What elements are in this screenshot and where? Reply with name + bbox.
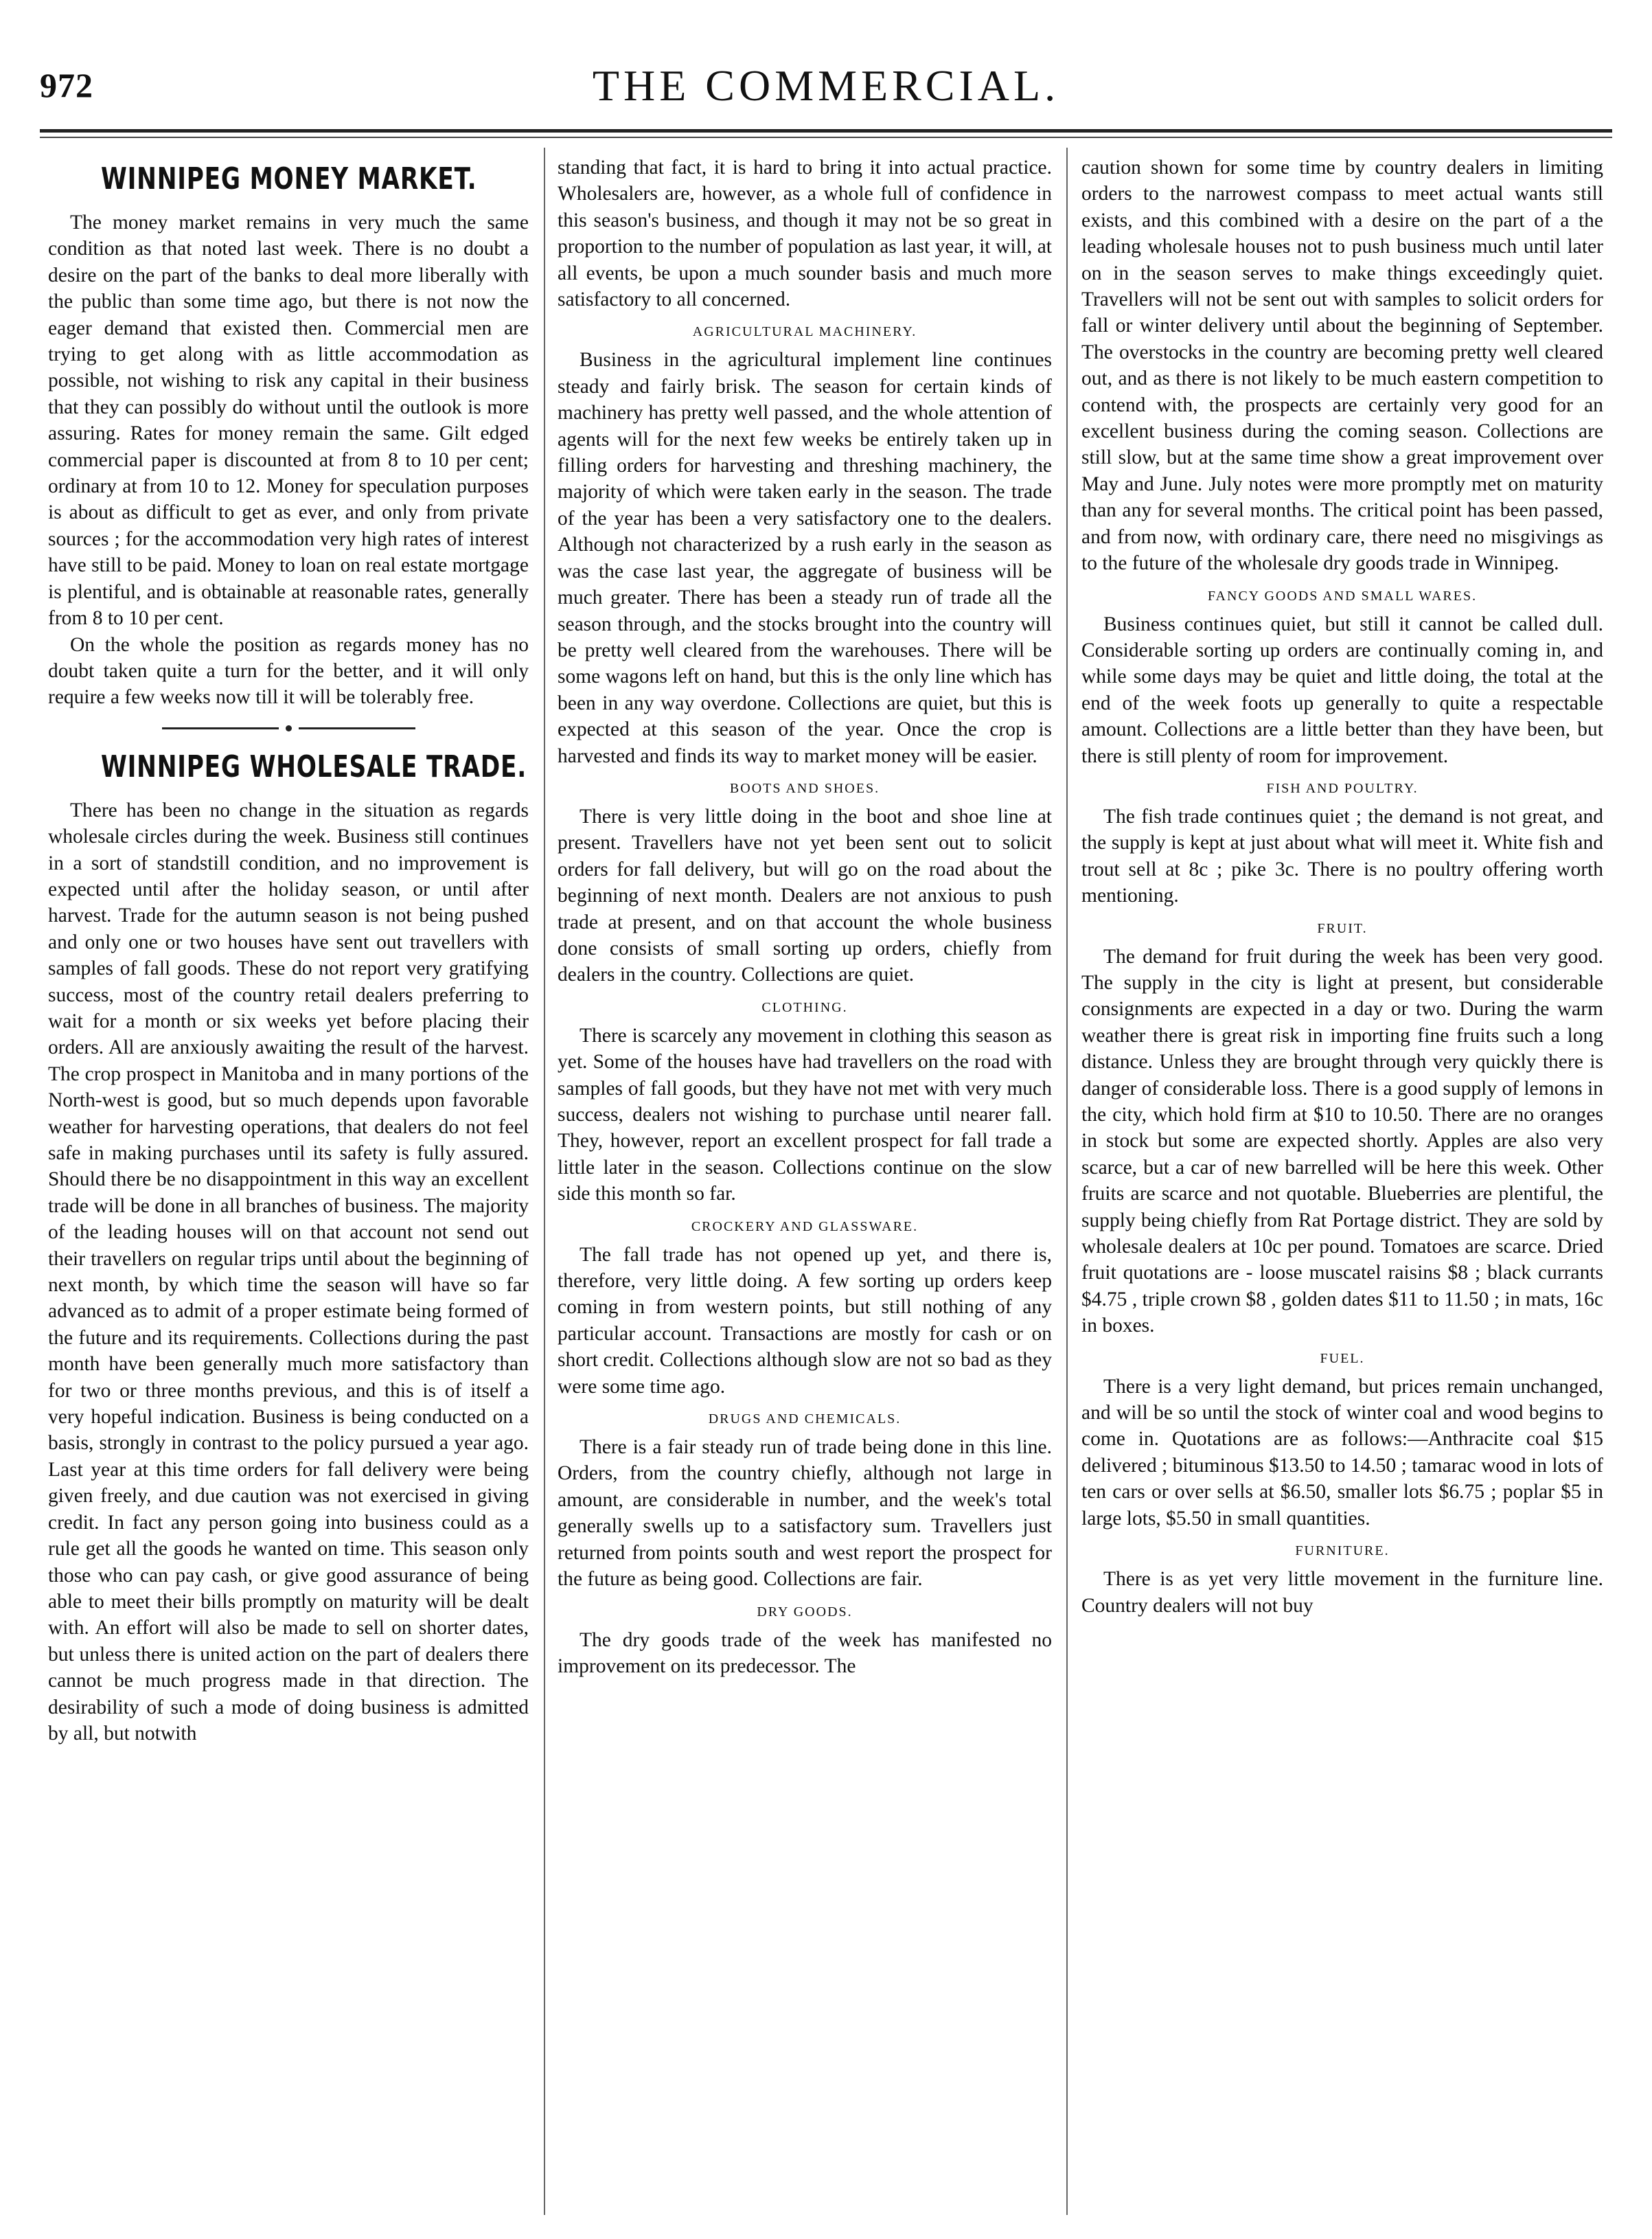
article-paragraph: There has been no change in the situation as regards wholesale circles during the week. Business still continues in a sort of standstill condition, and no improvement is expected until after the holiday season, or until after harvest. Trade for the autumn season is not being pushed and only one or two houses have sent out travellers with samples of fall goods. These do not report very gratifying success, most of the country retail dealers preferring to wait for a month or six weeks yet before placing their orders. All are anxiously awaiting the result of the harvest. The crop prospect in Manitoba and in many portions of the North-west is good, but so much depends upon favorable weather for harvesting operations, that dealers do not feel safe in making purchases until its safety is fully assured. Should there be no disappointment in this way an excellent trade will be done in all branches of business. The majority of the leading houses will on that account not send out their travellers on regular trips until about the beginning of next month, by which time the season will have so far advanced as to admit of a proper estimate being formed of the future and its requirements. Collections during the past month have been generally much more satisfactory than for two or three months previous, and this is of itself a very hopeful indication. Business is being conducted on a basis, strongly in contrast to the policy pursued a year ago. Last year at this time orders for fall delivery were being given freely, and due caution was not exercised in giving credit. In fact any person going into business could as a rule get all the goods he wanted on time. This season only those who can pay cash, or give good assurance of being able to meet their bills promptly on maturity will be dealt with. An effort will also be made to sell on shorter dates, but unless there is united action on the part of dealers there cannot be much progress made in that direction. The desirability of such a mode of doing business is admitted by all, but notwith [48, 799, 529, 1744]
article-paragraph: On the whole the position as regards money has no doubt taken quite a turn for the better, and it will only require a few weeks now till it will be tolerably free. [48, 633, 529, 709]
article-paragraph: Business continues quiet, but still it cannot be called dull. Considerable sorting up orders are continually coming in, and while some days may be quiet and little doing, the total at the end of the week foots up generally to quite a respectable amount. Collections are a little better than they have been, but there is still plenty of room for improvement. [1081, 613, 1603, 767]
masthead-rule-thin [40, 137, 1612, 138]
column-1 [48, 155, 529, 2208]
article-paragraph: There is a very light demand, but prices remain unchanged, and will be so until the stock of winter coal and wood begins to come in. Quotations are as follows:—Anthracite coal $15 delivered ; bituminous $13.50 to 14.50 ; tamarac wood in lots of ten cars or over sells at $6.50, smaller lots $6.75 ; poplar $5 in large lots, $5.50 in small quantities. [1081, 1375, 1603, 1530]
column-2 [558, 155, 1052, 2208]
article-paragraph: There is very little doing in the boot and shoe line at present. Travellers have not yet been sent out to solicit orders for fall delivery, but will go on the road about the beginning of next month. Dealers are not anxious to push trade at present, and on that account the whole business done consists of small sorting up orders, chiefly from dealers in the country. Collections are quiet. [558, 805, 1052, 986]
section-heading-fruit: FRUIT. [1317, 920, 1368, 936]
section-heading-fish-and-poultry: FISH AND POULTRY. [1266, 780, 1419, 796]
page-number: 972 [40, 66, 93, 104]
paper-title: THE COMMERCIAL. [592, 61, 1060, 110]
section-heading-furniture: FURNITURE. [1295, 1543, 1390, 1559]
section-heading-fuel: FUEL. [1320, 1350, 1365, 1366]
section-heading-fancy-goods: FANCY GOODS AND SMALL WARES. [1207, 588, 1478, 604]
article-paragraph: caution shown for some time by country dealers in limiting orders to the narrowest compass to meet actual wants still exists, and this combined with a desire on the part of a the leading wholesale houses not to push business much until later on in the season serves to make things exceedingly quiet. Travellers will not be sent out with samples to solicit orders for fall or winter delivery until about the beginning of September. The overstocks in the country are becoming pretty well cleared out, and as there is not likely to be much eastern competition to contend with, the prospects are certainly very good for an excellent business during the coming season. Collections are still slow, but at the same time show a great improvement over May and June. July notes were more promptly met on maturity than any for several months. The critical point has been passed, and from now, with ordinary care, there need no misgivings as to the future of the wholesale dry goods trade in Winnipeg. [1081, 157, 1603, 575]
section-heading-boots-and-shoes: BOOTS AND SHOES. [729, 780, 880, 796]
masthead [0, 0, 1652, 137]
article-paragraph: Business in the agricultural implement line continues steady and fairly brisk. The season for certain kinds of machinery has pretty well passed, and the whole attention of agents will for the next few weeks be entirely taken up in filling orders for harvesting and threshing machinery, the majority of which were taken early in the season. The trade of the year has been a very satisfactory one to the dealers. Although not characterized by a rush early in the season as was the case last year, the aggregate of business will be much greater. There has been a steady run of trade all the season through, and the stocks brought into the country will be pretty well cleared from the warehouses. There will be some wagons left on hand, but this is the only line which has been in any way overdone. Collections are quiet, but this is expected at this season of the year. Once the crop is harvested and finds its way to market money will be easier. [558, 349, 1052, 767]
article-paragraph: The money market remains in very much the same condition as that noted last week. There is no doubt a desire on the part of the banks to deal more liberally with the public than some time ago, but there is not now the eager demand that existed then. Commercial men are trying to get along with as little accommodation as possible, not wishing to risk any capital in their business that they can possibly do without until the outlook is more assuring. Rates for money remain the same. Gilt edged commercial paper is discounted at from 8 to 10 per cent; ordinary at from 10 to 12. Money for speculation purposes is about as difficult to get as ever, and only from private sources ; for the accommodation very high rates of interest have still to be paid. Money to loan on real estate mortgage is plentiful, and is obtainable at reasonable rates, generally from 8 to 10 per cent. [48, 212, 529, 630]
article-heading-money-market: WINNIPEG MONEY MARKET. [101, 161, 477, 196]
article-paragraph: The fall trade has not opened up yet, and there is, therefore, very little doing. A few sorting up orders keep coming in from western points, but still nothing of any particular account. Transactions are mostly for cash or on short credit. Collections although slow are not so bad as they were some time ago. [558, 1243, 1052, 1398]
section-heading-dry-goods: DRY GOODS. [757, 1604, 853, 1619]
masthead-rule [40, 129, 1612, 133]
article-paragraph: The dry goods trade of the week has manifested no improvement on its predecessor. The [558, 1628, 1052, 1677]
column-rule [544, 148, 545, 2215]
section-heading-agricultural-machinery: AGRICULTURAL MACHINERY. [692, 324, 917, 340]
section-divider [48, 720, 529, 734]
article-paragraph: The fish trade continues quiet ; the demand is not great, and the supply is kept at just about what will meet it. White fish and trout sell at 8c ; pike 3c. There is no poultry offering worth mentioning. [1081, 805, 1603, 907]
article-paragraph: The demand for fruit during the week has been very good. The supply in the city is light at present, but considerable consignments are expected in a day or two. During the warm weather there is great risk in importing fine fruits such a long distance. Unless they are brought through very quickly there is danger of considerable loss. There is a good supply of lemons in the city, which hold firm at $10 to 10.50. There are no oranges in stock but some are expected shortly. Apples are also very scarce, but a car of new barrelled will be here this week. Other fruits are scarce and not quotable. Blueberries are plentiful, the supply being chiefly from Rat Portage district. They are sold by wholesale dealers at 10c per pound. Tomatoes are scarce. Dried fruit quotations are - loose muscatel raisins $8 ; black currants $4.75 , triple crown $8 , golden dates $11 to 11.50 ; in mats, 16c in boxes. [1081, 945, 1603, 1337]
section-heading-crockery: CROCKERY AND GLASSWARE. [691, 1218, 919, 1234]
column-3 [1081, 155, 1603, 2208]
article-paragraph: standing that fact, it is hard to bring it into actual practice. Wholesalers are, however, as a whole full of confidence in this season's business, and though it may not be so great in proportion to the number of population as last year, it will, at all events, be upon a much sounder basis and much more satisfactory to all concerned. [558, 157, 1052, 311]
article-paragraph: There is as yet very little movement in the furniture line. Country dealers will not buy [1081, 1568, 1603, 1617]
article-paragraph: There is scarcely any movement in clothing this season as yet. Some of the houses have had travellers on the road with samples of fall goods, but they have not met with very much success, dealers not wishing to purchase until nearer fall. They, however, report an excellent prospect for fall trade a little later in the season. Collections continue on the slow side this month so far. [558, 1024, 1052, 1205]
column-rule [1066, 148, 1068, 2215]
article-paragraph: There is a fair steady run of trade being done in this line. Orders, from the country chiefly, although not large in amount, are considerable in number, and the week's total generally swells up to a satisfactory sum. Travellers just returned from points south and west report the prospect for the future as being good. Collections are fair. [558, 1436, 1052, 1591]
section-heading-drugs: DRUGS AND CHEMICALS. [708, 1411, 902, 1427]
article-heading-wholesale-trade: WINNIPEG WHOLESALE TRADE. [101, 749, 527, 784]
section-heading-clothing: CLOTHING. [761, 999, 848, 1015]
